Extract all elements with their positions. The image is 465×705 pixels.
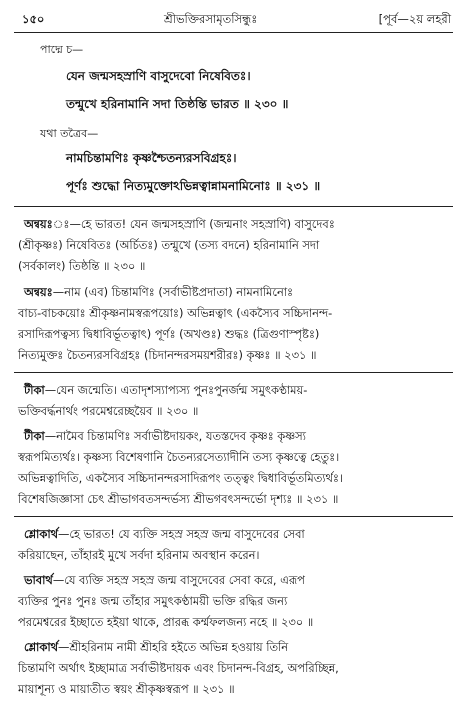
anvaya-text: ঃ—হে ভারত! যেন জন্মসহস্রাণি (জন্মনাং সহস্রাণি) বাসুদেবঃ — [52, 217, 335, 231]
anvaya-label: অন্বয়ঃ — [24, 285, 53, 299]
verse-line: যেন জন্মসহস্রাণি বাসুদেবো নিষেবিতঃ। — [66, 69, 251, 83]
page-header — [14, 10, 453, 28]
anvaya-text: —নাম (এব) চিন্তামণিঃ (সর্বাভীষ্টপ্রদাতা) নামনামিনোঃ — [52, 285, 294, 299]
tika-text: —নামৈব চিন্তামণিঃ সর্বাভীষ্টদায়কং, যতস্তদেব কৃষ্ণঃ কৃষ্ণস্য — [44, 429, 306, 443]
translation-line: মায়াশূন্য ও মায়াতীত স্বয়ং শ্রীকৃষ্ণস্বরূপ ॥ ২৩১ ॥ — [18, 682, 235, 696]
anvaya-line: (শ্রীকৃষ্ণঃ) নিষেবিতঃ (অর্চিতঃ) তন্মুখে (তস্য বদনে) হরিনামানি সদা — [18, 238, 320, 252]
bhavartha-label: ভাবার্থ — [24, 573, 53, 587]
tika-line: ভক্তিবর্দ্ধনার্থং পরমেশ্বরেচ্ছয়ৈব ॥ ২৩০ ॥ — [18, 404, 199, 418]
translation-line: ব্যক্তির পুনঃ পুনঃ জন্ম তাঁহার সমুৎকণ্ঠাময়ী ভক্তি রদ্ধির জন্য — [18, 594, 288, 608]
anvaya-line — [24, 282, 293, 303]
tika-line: স্বরূপমিত্যর্থঃ। কৃষ্ণস্য বিশেষণানি চৈতন্যরসেত্যাদীনি তস্য কৃষ্ণত্বে হেতুঃ। — [18, 450, 340, 464]
anvaya-line — [24, 214, 335, 235]
section-label: [পূর্ব—২য় লহরী — [378, 12, 451, 26]
header-rule — [14, 32, 453, 33]
verse-intro: পাদ্মে চ— — [40, 43, 84, 56]
translation-text: —হে ভারত! যে ব্যক্তি সহস্র সহস্র জন্ম বাসুদেবের সেবা — [58, 527, 305, 541]
running-title: শ্রীভক্তিরসামৃতসিন্ধুঃ — [164, 12, 258, 26]
tika-label: টীকা — [24, 429, 45, 443]
verse-line: পূর্ণঃ শুদ্ধো নিত্যমুক্তোঽভিন্নত্বান্নামনামিনোঃ ॥ ২৩১ ॥ — [66, 179, 321, 193]
anvaya-line: নিত্যমুক্তঃ চৈতন্যরসবিগ্রহঃ (চিদানন্দরসময়শরীরঃ) কৃষ্ণঃ ॥ ২৩১ ॥ — [18, 348, 317, 362]
translation-text: —শ্রীহরিনাম নামী শ্রীহরি হইতে অভিন্ন হওয়ায় তিনি — [58, 640, 289, 654]
anvaya-label: অন্বয়ঃ — [24, 217, 53, 231]
translation-line: চিন্তামণি অর্থাৎ ইচ্ছামাত্র সর্বাভীষ্টদায়ক এবং চিদানন্দ-বিগ্রহ, অপরিচ্ছিন্ন, — [18, 661, 339, 675]
section-rule — [14, 516, 453, 517]
verse-intro: যথা তত্রৈব— — [40, 127, 99, 140]
verse-line: নামচিন্তামণিঃ কৃষ্ণশ্চৈতন্যরসবিগ্রহঃ। — [66, 151, 237, 165]
anvaya-line: রসাদিরূপত্বস্য দ্বিধাবির্ভূতত্বাৎ) পূর্ণঃ (অখণ্ডঃ) শুদ্ধঃ (ত্রিগুণাস্পৃষ্টঃ) — [18, 327, 320, 341]
translation-text: —যে ব্যক্তি সহস্র সহস্র জন্ম বাসুদেবের সেবা করে, এরূপ — [52, 573, 305, 587]
tika-line — [24, 426, 306, 447]
translation-label: শ্লোকার্থ — [24, 640, 59, 654]
translation-line: করিয়াছেন, তাঁহারই মুখে সর্বদা হরিনাম অবস্থান করেন। — [18, 548, 260, 562]
verse-line: তন্মুখে হরিনামানি সদা তিষ্ঠন্তি ভারত ॥ ২৩০ ॥ — [66, 97, 289, 111]
translation-line — [24, 570, 305, 591]
tika-line: বিশেষজিজ্ঞাসা চেৎ শ্রীভাগবতসন্দর্ভস্য শ্রীভগবৎসন্দর্ভো দৃশ্যঃ ॥ ২৩১ ॥ — [18, 492, 339, 506]
tika-text: —যেন জন্মেতি। এতাদৃশস্যাপ্যস্য পুনঃপুনর্জন্ম সমুৎকণ্ঠাময়- — [44, 383, 308, 397]
translation-line: পরমেশ্বরের ইচ্ছাতে হইয়া থাকে, প্রারব্ধ কর্ম্মফলজন্য নহে ॥ ২৩০ ॥ — [18, 615, 314, 629]
translation-label: শ্লোকার্থ — [24, 527, 59, 541]
section-rule — [14, 372, 453, 373]
tika-line: অভিন্নত্বাদিতি, একস্যৈব সচ্চিদানন্দরসাদিরূপং তত্ত্বং দ্বিধাবির্ভূতমিত্যর্থঃ। — [18, 471, 344, 485]
anvaya-line: (সর্বকালং) তিষ্ঠন্তি ॥ ২৩০ ॥ — [18, 259, 146, 273]
translation-line — [24, 524, 305, 545]
tika-label: টীকা — [24, 383, 45, 397]
tika-line — [24, 380, 307, 401]
page-number: ১৫০ — [22, 12, 45, 26]
translation-line — [24, 637, 288, 658]
anvaya-line: বাচ্য-বাচকয়োঃ শ্রীকৃষ্ণনামস্বরূপয়োঃ) অভিন্নত্বাৎ (একস্যৈব সচ্চিদানন্দ- — [18, 306, 333, 320]
section-rule — [14, 206, 453, 207]
